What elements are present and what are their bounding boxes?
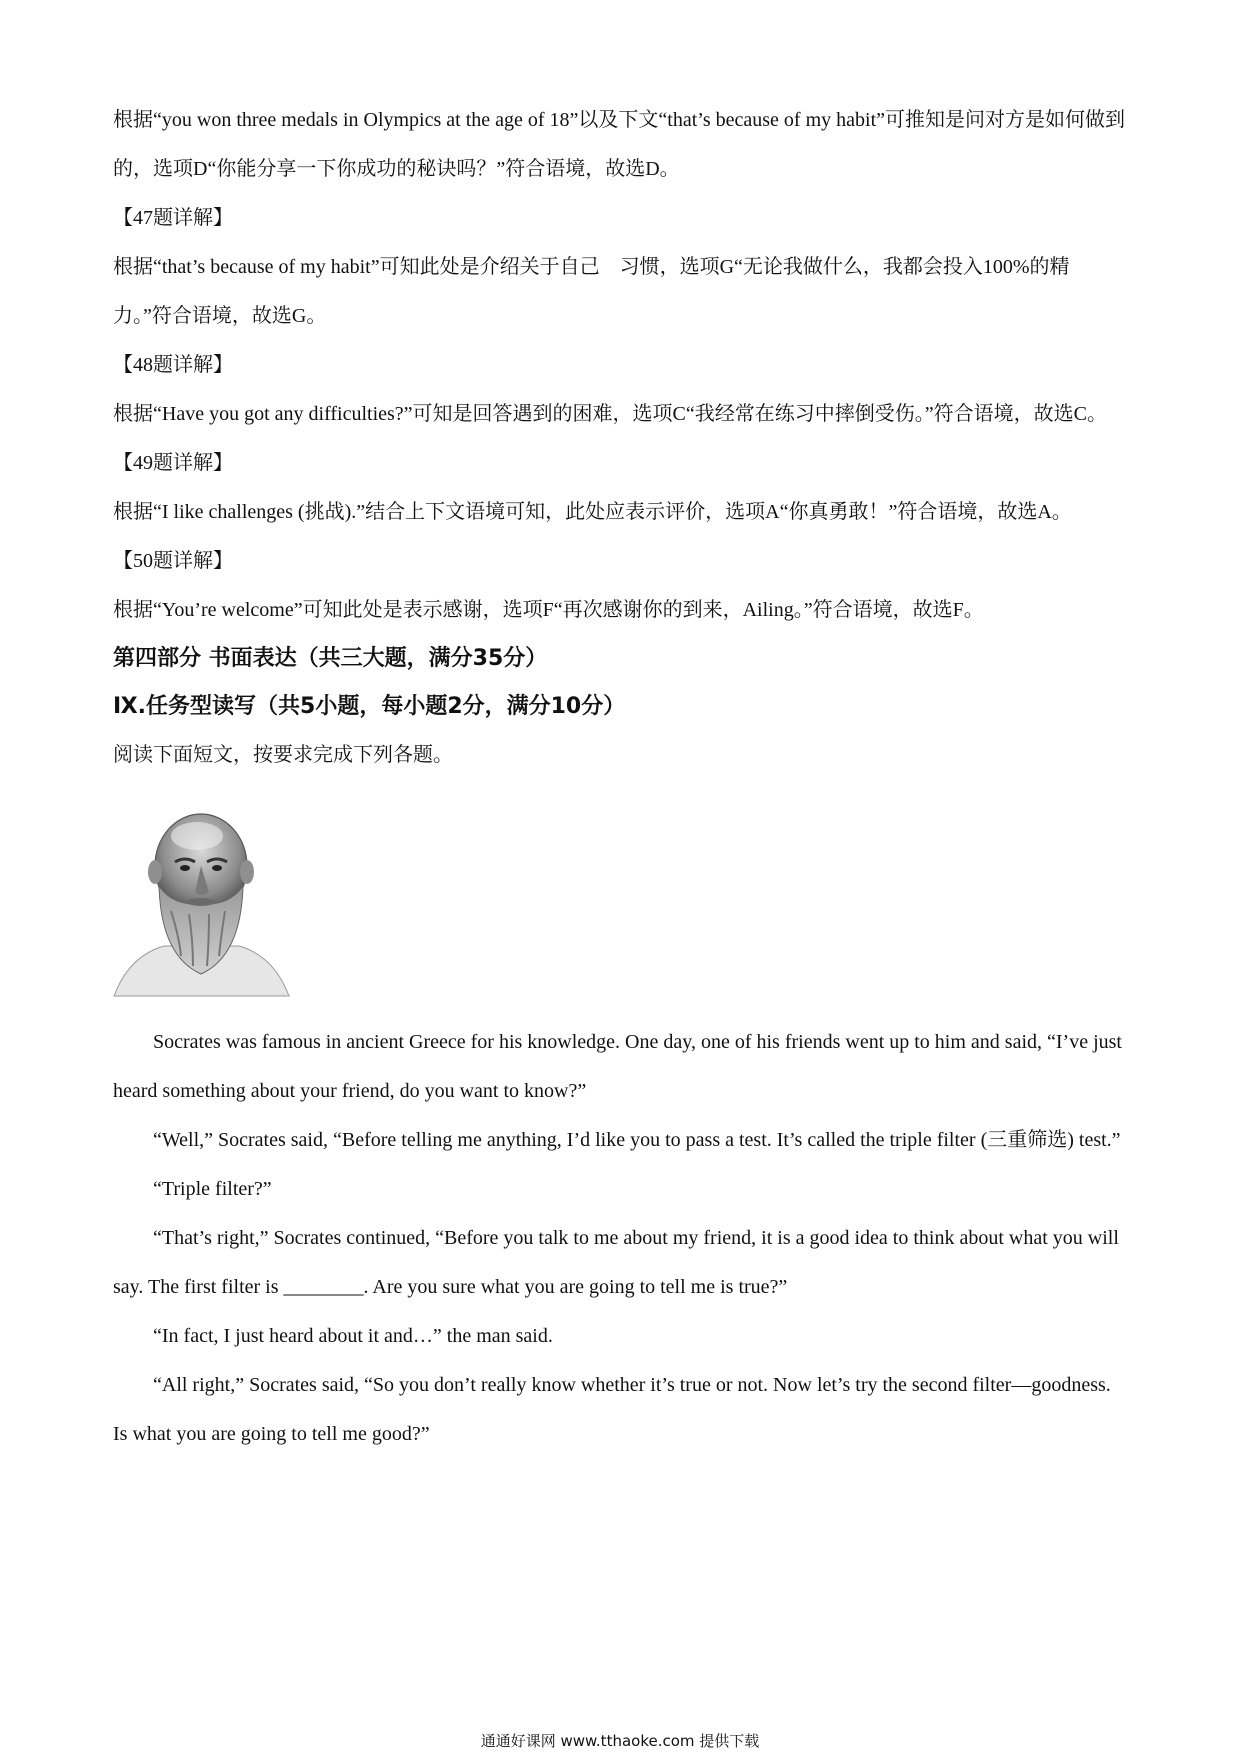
- explanation-46-text: 根据“you won three medals in Olympics at the age of 18”以及下文“that’s because of my habit”可推知是问对方是如何做到的，选项D“你能分享一下你成功的秘诀吗？”符合语境，故选D。: [113, 109, 1126, 180]
- explanation-49-text: 根据“I like challenges (挑战).”结合上下文语境可知，此处应表示评价，选项A“你真勇敢！”符合语境，故选A。: [113, 501, 1072, 523]
- subsection-title: Ⅸ.任务型读写（共5小题，每小题2分，满分10分）: [113, 694, 626, 719]
- passage-paragraph: “All right,” Socrates said, “So you don’t really know whether it’s true or not. Now let’s try the second filter—goodness. Is what you are going to tell me good?”: [113, 1374, 1111, 1445]
- passage-paragraph: “That’s right,” Socrates continued, “Before you talk to me about my friend, it is a good idea to think about what you will say. The first filter is ________. Are you sure what you are going to tell me is true?”: [113, 1227, 1119, 1298]
- question-50-label: 【50题详解】: [113, 550, 233, 572]
- section-title: 第四部分 书面表达（共三大题，满分35分）: [113, 646, 548, 671]
- page-footer: 通通好课网 www.tthaoke.com 提供下载: [480, 1732, 760, 1750]
- reading-instruction: 阅读下面短文，按要求完成下列各题。: [113, 744, 453, 766]
- question-48-label: 【48题详解】: [113, 354, 233, 376]
- passage-paragraph: Socrates was famous in ancient Greece for his knowledge. One day, one of his friends went up to him and said, “I’ve just heard something about your friend, do you want to know?”: [113, 1031, 1122, 1102]
- document-page: [113, 96, 1125, 1459]
- socrates-bust-icon: [109, 806, 294, 1006]
- passage-paragraph: “Well,” Socrates said, “Before telling me anything, I’d like you to pass a test. It’s called the triple filter (三重筛选) test.”: [153, 1129, 1121, 1151]
- question-47-label: 【47题详解】: [113, 207, 233, 229]
- passage-paragraph: “In fact, I just heard about it and…” the man said.: [153, 1325, 553, 1347]
- explanation-48-text: 根据“Have you got any difficulties?”可知是回答遇到的困难，选项C“我经常在练习中摔倒受伤。”符合语境，故选C。: [113, 403, 1107, 425]
- explanation-50-text: 根据“You’re welcome”可知此处是表示感谢，选项F“再次感谢你的到来，Ailing。”符合语境，故选F。: [113, 599, 984, 621]
- passage-paragraph: “Triple filter?”: [153, 1178, 272, 1200]
- reading-passage: [113, 1018, 1125, 1459]
- question-49-label: 【49题详解】: [113, 452, 233, 474]
- explanation-47-text: 根据“that’s because of my habit”可知此处是介绍关于自己 习惯，选项G“无论我做什么，我都会投入100%的精力。”符合语境，故选G。: [113, 256, 1070, 327]
